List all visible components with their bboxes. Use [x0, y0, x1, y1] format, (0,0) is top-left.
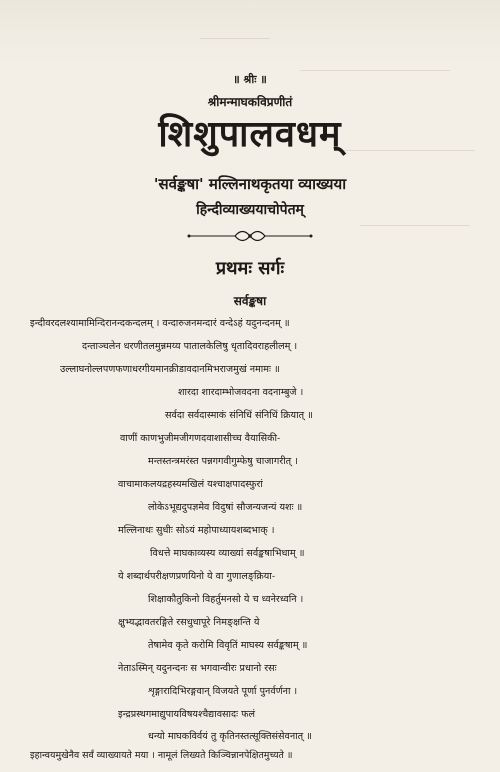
- verse-line: धन्यो माघकविर्वयं तु कृतिनस्तत्सूक्तिसंसेवनात् ॥: [148, 731, 312, 742]
- verse-line: लोकेऽभूद्यदुपज्ञमेव विदुषां सौजन्यजन्यं यशः ॥: [148, 502, 303, 513]
- commentary-line: 'सर्वङ्कषा' मल्लिनाथकृतया व्याख्यया: [153, 175, 347, 193]
- verse-line: तेषामेव कृते करोमि विवृतिं माघस्य सर्वङ्कषाम् ॥: [148, 640, 308, 651]
- verse-line: विधत्ते माघकाव्यस्य व्याख्यां सर्वङ्कषाभिधाम् ॥: [150, 548, 305, 559]
- verse-line: शिक्षाकौतुकिनो विहर्तुमनसो ये च ध्वनेरध्वनि ।: [148, 594, 304, 605]
- verse-line: इन्द्रप्रस्थगमाद्युपायविषयश्चैद्यावसादः फलं: [118, 709, 255, 720]
- ornament-divider: [185, 229, 315, 243]
- verse-line: उल्लाघनोल्लपणफणाधरगीयमानक्रीडावदानमिभराजमुखं नमामः ॥: [60, 364, 280, 375]
- verse-line: इन्दीवरदलश्यामामिन्दिरानन्दकन्दलम् । वन्दारुजनमन्दारं वन्देऽहं यदुनन्दनम् ॥: [30, 318, 290, 329]
- page-title: शिशुपालवधम्: [158, 113, 342, 155]
- show-through-line: [200, 38, 270, 39]
- hindi-commentary-line: हिन्दीव्याख्ययाचोपेतम्: [196, 202, 304, 218]
- verse-line: शृङ्गारादिभिरङ्गवान् विजयते पूर्णा पुनर्वर्णना ।: [148, 686, 298, 697]
- verse-line: इहान्वयमुखेनैव सर्वं व्याख्यायते मया । नामूलं लिख्यते किञ्चिन्नानपेक्षितमुच्यते ॥: [30, 750, 293, 761]
- section-heading: सर्वङ्कषा: [233, 294, 267, 308]
- verse-line: मन्तस्तन्त्रमरंस्त पन्नगगवीगुम्फेषु चाजागरीत् ।: [148, 456, 298, 467]
- canto-heading: प्रथमः सर्गः: [215, 258, 285, 279]
- verse-line: नेताऽस्मिन् यदुनन्दनः स भगवान्वीरः प्रधानो रसः: [118, 663, 277, 674]
- verse-line: ये शब्दार्थपरीक्षणप्रणयिनो ये वा गुणालङ्क्रिया-: [118, 571, 276, 582]
- show-through-area: [0, 0, 500, 62]
- show-through-line: [300, 70, 450, 71]
- verse-line: शारदा शारदाम्भोजवदना वदनाम्बुजे ।: [178, 387, 304, 398]
- show-through-line: [360, 225, 470, 226]
- verse-line: वाणीं काणभुजीमजीगणदवाशासीच्च वैयासिकी-: [120, 433, 281, 444]
- verse-line: सर्वदा सर्वदास्माकं संनिधिं संनिधिं क्रियात् ॥: [165, 410, 313, 421]
- author-line: श्रीमन्माघकविप्रणीतं: [207, 95, 293, 109]
- verse-line: वाचामाकलयद्रहस्यमखिलं यश्चाक्षपादस्फुरां: [118, 479, 263, 490]
- verse-line: मल्लिनाथः सुधीः सोऽयं महोपाध्यायशब्दभाक् ।: [118, 525, 275, 536]
- verse-line: क्षुभ्यद्भावतरङ्गिते रसधुधापूरे निमङ्क्षन्ति ये: [118, 617, 260, 628]
- invocation: ॥ श्रीः ॥: [233, 73, 267, 86]
- verse-line: दन्ताञ्चलेन धरणीतलमुन्नमय्य पातालकेलिषु धृतादिवराहलीलम् ।: [82, 341, 298, 352]
